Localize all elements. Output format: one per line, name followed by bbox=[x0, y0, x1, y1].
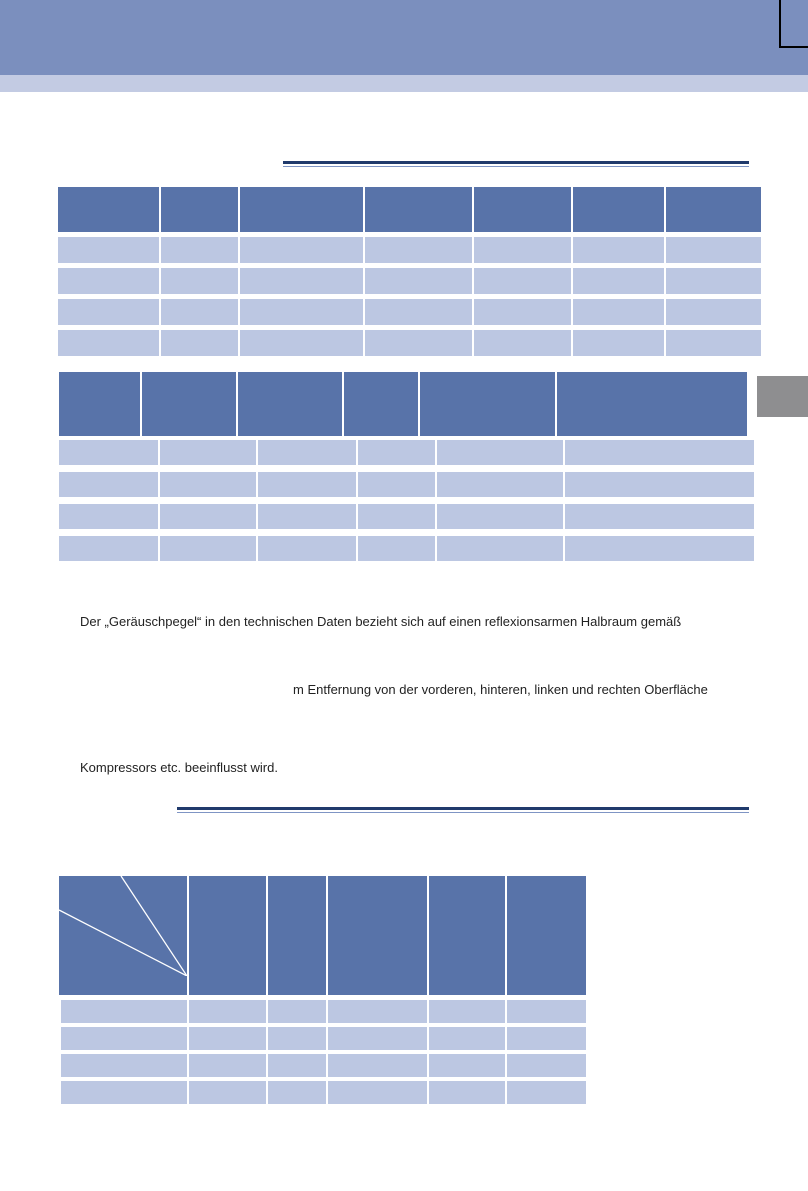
table3-cell bbox=[61, 1081, 187, 1104]
table3-cell bbox=[189, 1054, 266, 1077]
table1-cell bbox=[58, 330, 159, 356]
table2-header-cell bbox=[59, 372, 140, 436]
table1-cell bbox=[161, 330, 238, 356]
table3-cell bbox=[429, 1000, 505, 1023]
table2-cell bbox=[160, 440, 256, 465]
section-rule-2-thin bbox=[177, 812, 749, 813]
table2-cell bbox=[258, 536, 356, 561]
header-band bbox=[0, 75, 808, 92]
table3-cell bbox=[429, 1081, 505, 1104]
table1-cell bbox=[365, 268, 472, 294]
table2-cell bbox=[59, 440, 158, 465]
table1-cell bbox=[573, 268, 664, 294]
table1-header-cell bbox=[573, 187, 664, 232]
table3-cell bbox=[268, 1054, 326, 1077]
table1-cell bbox=[58, 268, 159, 294]
table3-cell bbox=[268, 1081, 326, 1104]
table1-cell bbox=[161, 299, 238, 325]
table3-cell bbox=[507, 1027, 586, 1050]
table1-header-cell bbox=[365, 187, 472, 232]
table2-cell bbox=[565, 504, 754, 529]
table2-cell bbox=[258, 472, 356, 497]
table3-cell bbox=[268, 1027, 326, 1050]
header-bar bbox=[0, 0, 808, 75]
section-rule-1-thin bbox=[283, 166, 749, 167]
table3-header-cell bbox=[429, 876, 505, 995]
table2-cell bbox=[59, 504, 158, 529]
table3-cell bbox=[189, 1000, 266, 1023]
table1-cell bbox=[474, 299, 571, 325]
table2-cell bbox=[437, 440, 563, 465]
table1-cell bbox=[161, 237, 238, 263]
table1-cell bbox=[365, 330, 472, 356]
table1-cell bbox=[666, 330, 761, 356]
table1-header-cell bbox=[474, 187, 571, 232]
table3-cell bbox=[189, 1027, 266, 1050]
table2-cell bbox=[565, 536, 754, 561]
table1-cell bbox=[240, 299, 363, 325]
table2-cell bbox=[565, 440, 754, 465]
table3-cell bbox=[61, 1054, 187, 1077]
table2-cell bbox=[565, 472, 754, 497]
table1-cell bbox=[573, 237, 664, 263]
table1-cell bbox=[666, 237, 761, 263]
table3-cell bbox=[429, 1027, 505, 1050]
table3-cell bbox=[328, 1000, 427, 1023]
table2-cell bbox=[437, 504, 563, 529]
table3-cell bbox=[189, 1081, 266, 1104]
table2-header-cell bbox=[142, 372, 236, 436]
table2-cell bbox=[258, 504, 356, 529]
table3-cell bbox=[268, 1000, 326, 1023]
crop-mark-horizontal bbox=[779, 46, 808, 48]
table3-header-cell bbox=[189, 876, 266, 995]
note-line-1: Der „Geräuschpegel“ in den technischen Daten bezieht sich auf einen reflexionsarmen Halbraum gemäß bbox=[80, 614, 682, 629]
table3-cell bbox=[328, 1081, 427, 1104]
corner-diagonal-lines bbox=[59, 876, 187, 976]
table2-cell bbox=[160, 504, 256, 529]
table2-header-cell bbox=[557, 372, 747, 436]
table1-cell bbox=[573, 330, 664, 356]
table1-cell bbox=[58, 237, 159, 263]
table2-cell bbox=[160, 536, 256, 561]
note-line-2: m Entfernung von der vorderen, hinteren, linken und rechten Oberfläche bbox=[293, 682, 708, 697]
table1-cell bbox=[240, 237, 363, 263]
table1-cell bbox=[365, 299, 472, 325]
table1-cell bbox=[58, 299, 159, 325]
table1-header-cell bbox=[58, 187, 159, 232]
table2-cell bbox=[59, 536, 158, 561]
table3-header-cell bbox=[507, 876, 586, 995]
note-line-3: Kompressors etc. beeinflusst wird. bbox=[80, 760, 278, 775]
specs-table-2-body bbox=[59, 440, 750, 561]
table1-cell bbox=[240, 268, 363, 294]
section-rule-2 bbox=[177, 807, 749, 810]
table3-cell bbox=[507, 1081, 586, 1104]
specs-table-1 bbox=[58, 187, 749, 356]
table2-header-cell bbox=[344, 372, 418, 436]
table3-cell bbox=[61, 1000, 187, 1023]
specs-table-2-header bbox=[59, 372, 749, 436]
table2-cell bbox=[358, 472, 435, 497]
table3-cell bbox=[61, 1027, 187, 1050]
table2-header-cell bbox=[238, 372, 342, 436]
table1-cell bbox=[573, 299, 664, 325]
table3-cell bbox=[429, 1054, 505, 1077]
table2-cell bbox=[358, 504, 435, 529]
table1-cell bbox=[240, 330, 363, 356]
table1-cell bbox=[474, 330, 571, 356]
table2-cell bbox=[437, 472, 563, 497]
section-rule-1 bbox=[283, 161, 749, 164]
table3-header-cell bbox=[328, 876, 427, 995]
table1-cell bbox=[666, 268, 761, 294]
table2-cell bbox=[160, 472, 256, 497]
table1-cell bbox=[365, 237, 472, 263]
table2-cell bbox=[358, 440, 435, 465]
table3-header-cell bbox=[268, 876, 326, 995]
table3-cell bbox=[328, 1054, 427, 1077]
table1-cell bbox=[474, 237, 571, 263]
table1-header-cell bbox=[240, 187, 363, 232]
table1-cell bbox=[666, 299, 761, 325]
table2-cell bbox=[258, 440, 356, 465]
table3-cell bbox=[507, 1054, 586, 1077]
crop-mark-vertical bbox=[779, 0, 781, 48]
table2-cell bbox=[59, 472, 158, 497]
table2-cell bbox=[358, 536, 435, 561]
table1-cell bbox=[161, 268, 238, 294]
table1-cell bbox=[474, 268, 571, 294]
table2-cell bbox=[437, 536, 563, 561]
table1-header-cell bbox=[666, 187, 761, 232]
table1-header-cell bbox=[161, 187, 238, 232]
table2-header-cell bbox=[420, 372, 555, 436]
specs-table-3-body bbox=[61, 1000, 582, 1104]
table3-cell bbox=[507, 1000, 586, 1023]
table3-cell bbox=[328, 1027, 427, 1050]
side-tab bbox=[757, 376, 808, 417]
